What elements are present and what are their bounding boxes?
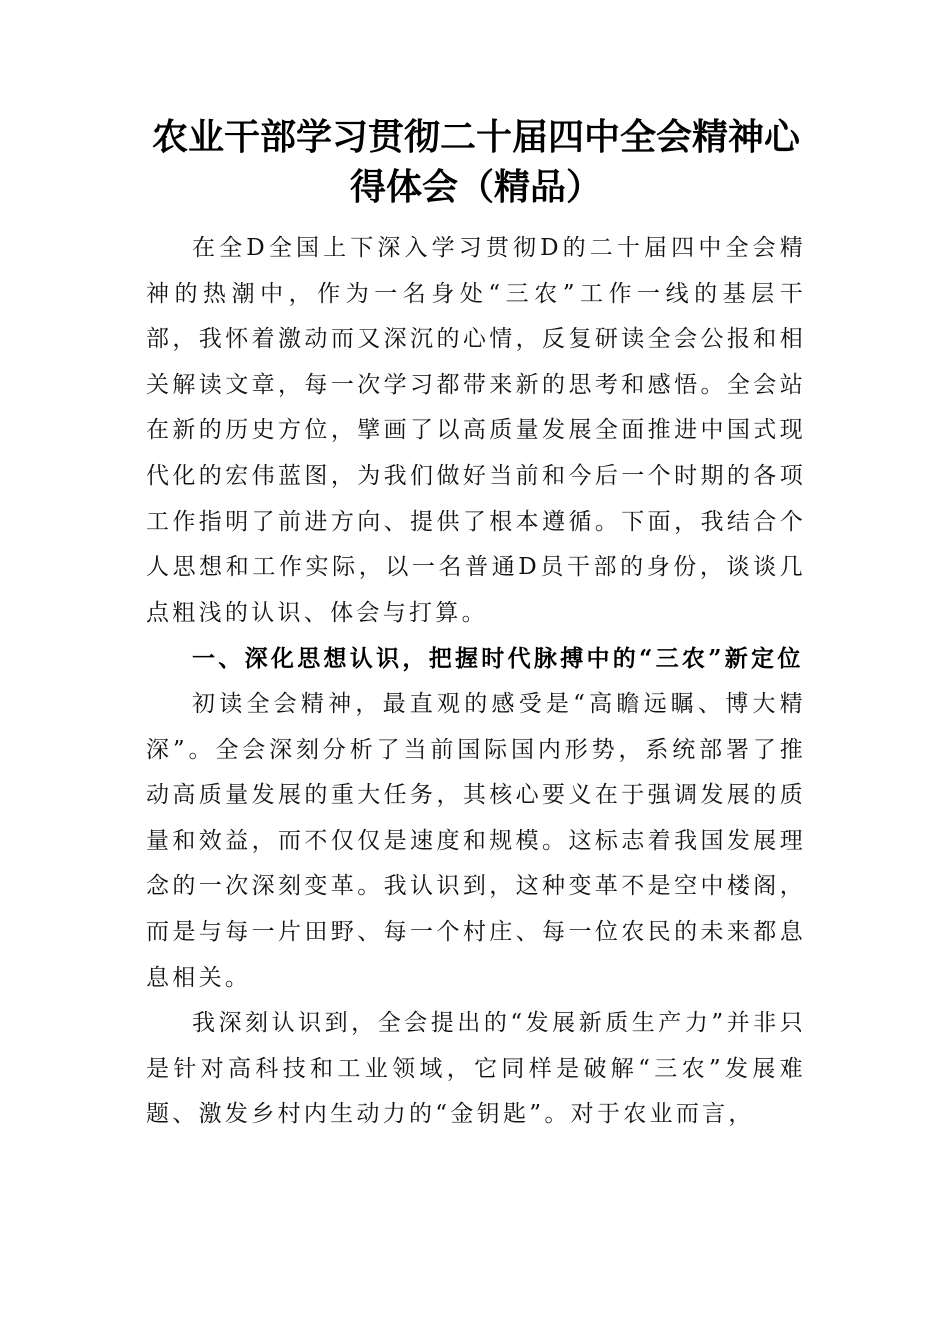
intro-paragraph: 在全D全国上下深入学习贯彻D的二十届四中全会精神的热潮中，作为一名身处“三农”工作一线的基层干部，我怀着激动而又深沉的心情，反复研读全会公报和相关解读文章，每一次学习都带来新的思考和感悟。全会站在新的历史方位，擘画了以高质量发展全面推进中国式现代化的宏伟蓝图，为我们做好当前和今后一个时期的各项工作指明了前进方向、提供了根本遵循。下面，我结合个人思想和工作实际，以一名普通D员干部的身份，谈谈几点粗浅的认识、体会与打算。: [146, 235, 806, 626]
section-heading: 一、深化思想认识，把握时代脉搏中的“三农”新定位: [192, 645, 804, 673]
section-paragraph: 我深刻认识到，全会提出的“发展新质生产力”并非只是针对高科技和工业领域，它同样是破解“三农”发展难题、激发乡村内生动力的“金钥匙”。对于农业而言，: [146, 1010, 806, 1128]
document-title: 农业干部学习贯彻二十届四中全会精神心得体会（精品）: [151, 116, 800, 208]
section-paragraph: 初读全会精神，最直观的感受是“高瞻远瞩、博大精深”。全会深刻分析了当前国际国内形势，系统部署了推动高质量发展的重大任务，其核心要义在于强调发展的质量和效益，而不仅仅是速度和规模。这标志着我国发展理念的一次深刻变革。我认识到，这种变革不是空中楼阁，而是与每一片田野、每一个村庄、每一位农民的未来都息息相关。: [146, 690, 806, 991]
document-body: [146, 226, 806, 1138]
